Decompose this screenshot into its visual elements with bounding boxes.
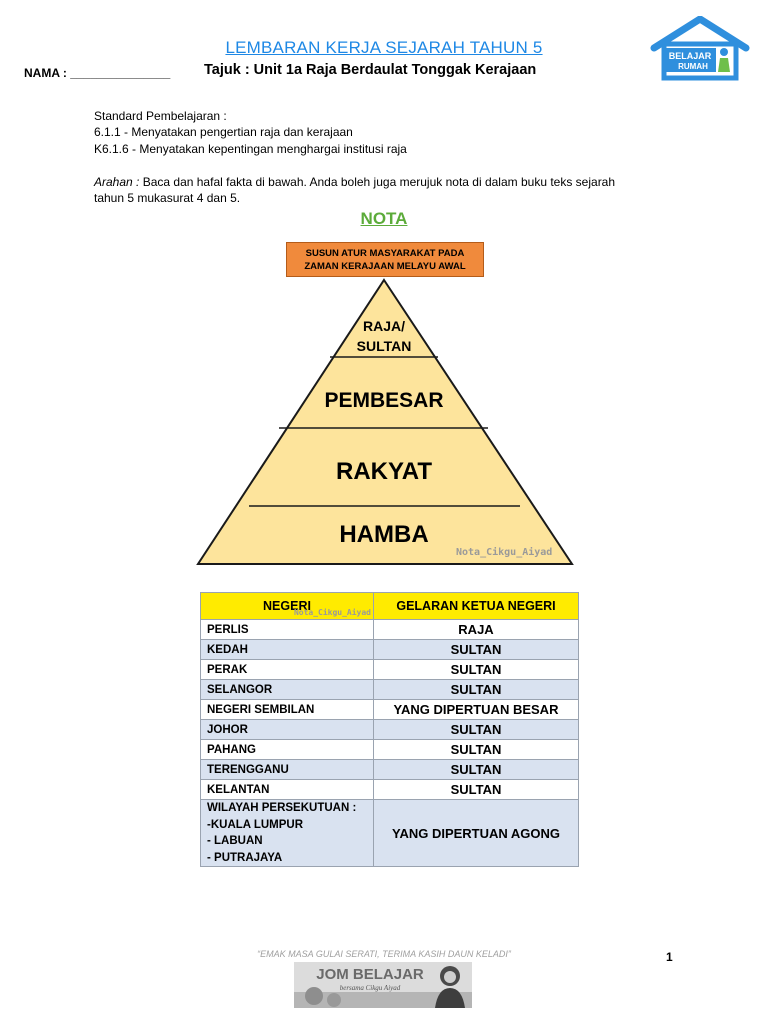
standard-item-2: K6.1.6 - Menyatakan kepentingan menghargai institusi raja [94, 142, 407, 156]
cell-negeri: PERLIS [201, 620, 374, 640]
page-number: 1 [666, 950, 673, 964]
cell-gelaran: YANG DIPERTUAN BESAR [374, 700, 579, 720]
cell-negeri: TERENGGANU [201, 760, 374, 780]
cell-gelaran: SULTAN [374, 740, 579, 760]
belajar-rumah-logo [650, 16, 750, 82]
table-row [201, 740, 579, 760]
table-row [201, 620, 579, 640]
state-rulers-table [200, 592, 579, 867]
pyramid-watermark: Nota_Cikgu_Aiyad [456, 547, 553, 558]
jom-belajar-banner [294, 962, 472, 1008]
instruction-text-2: tahun 5 mukasurat 4 dan 5. [94, 191, 241, 205]
cell-gelaran-wilayah: YANG DIPERTUAN AGONG [374, 800, 579, 867]
banner-subtitle: bersama Cikgu Aiyad [339, 984, 401, 992]
wilayah-line-2: -KUALA LUMPUR [207, 818, 304, 831]
cell-negeri: PERAK [201, 660, 374, 680]
instruction-label: Arahan : [94, 175, 140, 189]
cell-gelaran: SULTAN [374, 720, 579, 740]
cell-negeri-wilayah [201, 800, 374, 867]
header-negeri: NEGERI Nota_Cikgu_Aiyad [201, 593, 374, 620]
banner-bush-icon [305, 987, 323, 1005]
pyramid-level-hamba: HAMBA [339, 521, 429, 548]
name-field-label: NAMA : _______________ [24, 66, 171, 80]
cell-negeri: KELANTAN [201, 780, 374, 800]
pyramid-level-rakyat: RAKYAT [335, 458, 433, 485]
table-header-row [201, 593, 579, 620]
pyramid-title-box [286, 242, 484, 277]
banner-bush-icon [327, 993, 341, 1007]
table-row [201, 720, 579, 740]
banner-title: JOM BELAJAR [316, 966, 424, 983]
table-row [201, 680, 579, 700]
table-row [201, 700, 579, 720]
social-hierarchy-pyramid [194, 278, 574, 568]
nota-heading: NOTA [360, 209, 408, 228]
topic-title: Tajuk : Unit 1a Raja Berdaulat Tonggak Kerajaan [204, 62, 537, 78]
instruction-text-1: Baca dan hafal fakta di bawah. Anda boleh juga merujuk nota di dalam buku teks sejarah [142, 175, 616, 189]
standard-heading: Standard Pembelajaran : [94, 109, 227, 123]
cell-gelaran: SULTAN [374, 760, 579, 780]
cell-gelaran: SULTAN [374, 640, 579, 660]
cell-negeri: PAHANG [201, 740, 374, 760]
pyramid-level-raja-line1: RAJA/ [362, 318, 406, 334]
pyramid-title-line-1: SUSUN ATUR MASYARAKAT PADA [305, 248, 465, 259]
cell-negeri: NEGERI SEMBILAN [201, 700, 374, 720]
logo-text-top: BELAJAR [668, 51, 712, 61]
footer-quote: “EMAK MASA GULAI SERATI, TERIMA KASIH DAUN KELADI” [257, 949, 511, 959]
cell-negeri: KEDAH [201, 640, 374, 660]
table-row [201, 780, 579, 800]
table-row [201, 660, 579, 680]
cell-negeri: SELANGOR [201, 680, 374, 700]
cell-gelaran: SULTAN [374, 680, 579, 700]
table-row-wilayah [201, 800, 579, 867]
cell-gelaran: SULTAN [374, 780, 579, 800]
instruction-line-1 [94, 174, 615, 190]
standard-item-1: 6.1.1 - Menyatakan pengertian raja dan kerajaan [94, 125, 353, 139]
pyramid-level-raja-line2: SULTAN [356, 338, 412, 354]
header-gelaran: GELARAN KETUA NEGERI [374, 593, 579, 620]
worksheet-title: LEMBARAN KERJA SEJARAH TAHUN 5 [225, 38, 543, 57]
table-row [201, 760, 579, 780]
pyramid-title-line-2: ZAMAN KERAJAAN MELAYU AWAL [304, 261, 466, 272]
cell-negeri: JOHOR [201, 720, 374, 740]
table-row [201, 640, 579, 660]
header-watermark: Nota_Cikgu_Aiyad [293, 608, 371, 617]
logo-text-bottom: RUMAH [678, 62, 708, 71]
pyramid-level-pembesar: PEMBESAR [324, 389, 444, 412]
cell-gelaran: RAJA [374, 620, 579, 640]
wilayah-line-1: WILAYAH PERSEKUTUAN : [207, 802, 357, 814]
wilayah-line-4: - PUTRAJAYA [207, 851, 283, 864]
child-figure-icon [720, 48, 728, 56]
child-body-icon [718, 58, 730, 72]
person-face-icon [444, 971, 456, 983]
wilayah-line-3: - LABUAN [207, 835, 263, 847]
cell-gelaran: SULTAN [374, 660, 579, 680]
